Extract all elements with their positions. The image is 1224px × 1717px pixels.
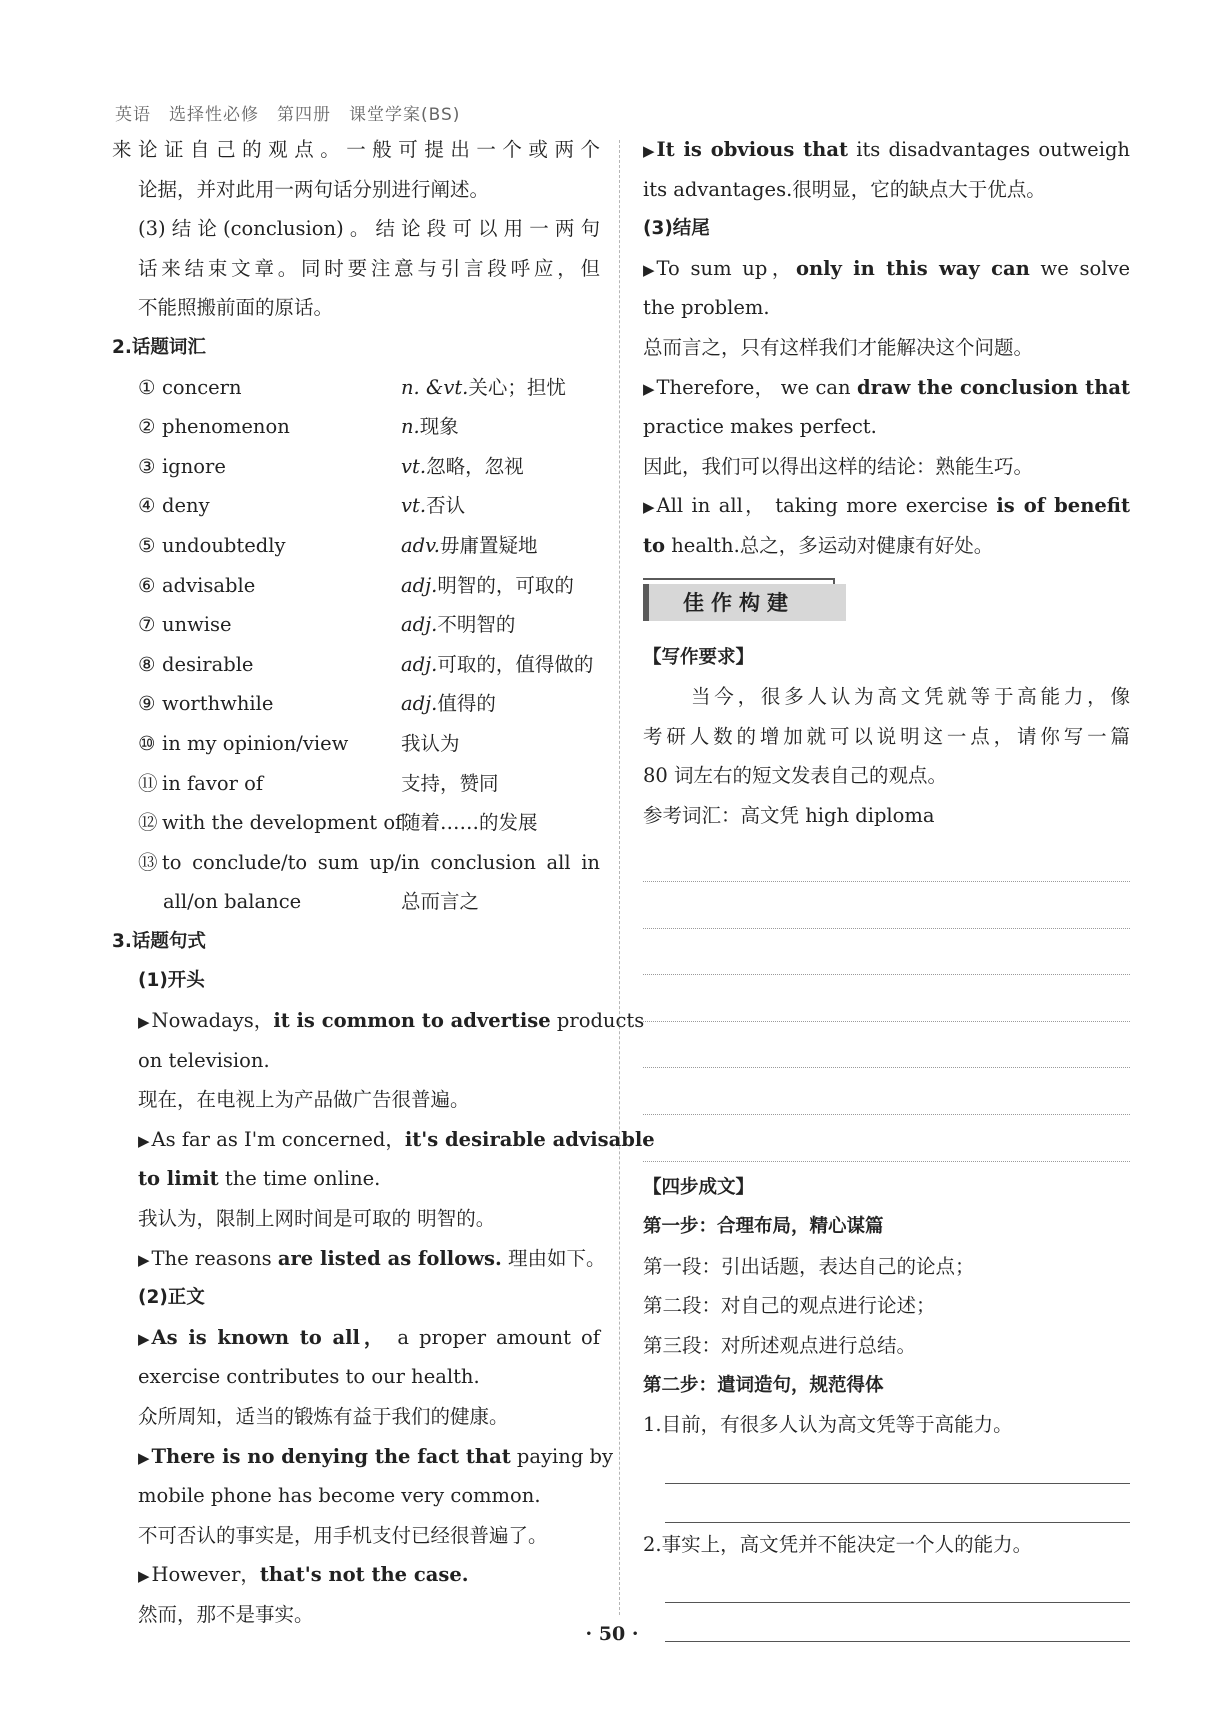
- sentence-translation: 因此，我们可以得出这样的结论：熟能生巧。: [643, 454, 1034, 478]
- vocab-word: phenomenon: [162, 415, 290, 439]
- vocab-number: ⑪: [138, 771, 158, 795]
- writing-line[interactable]: [643, 1115, 1130, 1162]
- sentence-text: To sum up，: [656, 256, 796, 280]
- vocab-pos: vt.: [401, 454, 427, 478]
- vocab-pos: adj.: [401, 573, 438, 597]
- vocab-word: undoubtedly: [162, 533, 286, 557]
- sentence-keyphrase: As is known to all，: [151, 1325, 388, 1349]
- vocab-item: [112, 724, 600, 764]
- sentence-translation: 不可否认的事实是，用手机支付已经很普遍了。: [138, 1523, 548, 1547]
- vocab-meaning: 毋庸置疑地: [440, 533, 538, 557]
- sentence-text: As far as I'm concerned，: [151, 1127, 405, 1151]
- sentence-keyphrase: are listed as follows.: [277, 1246, 502, 1270]
- answer-line[interactable]: [665, 1484, 1130, 1523]
- sentence-line: exercise contributes to our health.: [138, 1365, 480, 1389]
- triangle-bullet-icon: ▶: [643, 498, 655, 517]
- triangle-bullet-icon: ▶: [138, 1329, 150, 1348]
- question-2: 2.事实上，高文凭并不能决定一个人的能力。: [643, 1532, 1033, 1556]
- paragraph-plan: 第二段：对自己的观点进行论述；: [643, 1294, 936, 1318]
- conclusion-line: 话来结束文章。同时要注意与引言段呼应，但: [138, 256, 600, 280]
- vocab-item: [112, 407, 600, 447]
- vocab-number: ⑦: [138, 613, 156, 637]
- sentence-line: its advantages.很明显，它的缺点大于优点。: [643, 177, 1046, 201]
- sentence-item: [643, 130, 1130, 170]
- vocab-pos: adv.: [401, 533, 441, 557]
- sentence-translation: 我认为，限制上网时间是可取的 明智的。: [138, 1207, 496, 1231]
- vocab-meaning: 我认为: [401, 731, 460, 755]
- writing-line[interactable]: [643, 975, 1130, 1022]
- triangle-bullet-icon: ▶: [643, 142, 655, 160]
- vocab-number: ①: [138, 375, 156, 399]
- vocab-word: all/on balance: [163, 890, 302, 914]
- vocab-pos: adj.: [401, 652, 438, 676]
- vocab-meaning: 随着……的发展: [401, 811, 538, 835]
- vocab-meaning: 总而言之: [401, 890, 480, 914]
- sentence-line: the problem.: [643, 296, 770, 320]
- sentence-heading: 3.话题句式: [112, 930, 206, 952]
- sentence-text: The reasons: [151, 1246, 278, 1270]
- vocab-item: [112, 605, 600, 645]
- vocab-list: [112, 368, 600, 843]
- conclusion-line: 不能照搬前面的原话。: [138, 296, 334, 320]
- vocab-meaning: 值得的: [437, 692, 496, 716]
- vocab-word: worthwhile: [162, 692, 274, 716]
- reference-vocab: 参考词汇：高文凭 high diploma: [643, 803, 935, 827]
- vocab-item: [112, 486, 600, 526]
- step1-heading: 第一步：合理布局，精心谋篇: [643, 1216, 884, 1238]
- running-header: 英语 选择性必修 第四册 课堂学案(BS): [115, 105, 461, 125]
- steps-heading: 【四步成文】: [643, 1176, 755, 1198]
- vocab-word: in favor of: [162, 771, 264, 795]
- vocab-heading: 2.话题词汇: [112, 336, 206, 358]
- vocab-item: [112, 447, 600, 487]
- banner-title: 佳作构建: [683, 590, 795, 615]
- sentence-text: products: [550, 1009, 645, 1033]
- paragraph-plan: 第三段：对所述观点进行总结。: [643, 1334, 917, 1358]
- vocab-word: advisable: [162, 573, 256, 597]
- sentence-line: on television.: [138, 1048, 270, 1072]
- answer-line[interactable]: [665, 1445, 1130, 1484]
- vocab-word: in my opinion/view: [162, 731, 349, 755]
- sentence-keyphrase: It is obvious that: [656, 138, 848, 161]
- vocab-meaning: 支持，赞同: [401, 771, 499, 795]
- vocab-item: [112, 526, 600, 566]
- sentence-line: practice makes perfect.: [643, 415, 877, 439]
- sentence-keyphrase: it's desirable advisable: [404, 1127, 655, 1151]
- vocab-meaning: 可取的，值得做的: [437, 652, 594, 676]
- sentence-text: 理由如下。: [501, 1246, 606, 1270]
- sentence-item: [112, 1318, 600, 1358]
- vocab-number: ②: [138, 415, 156, 439]
- sentence-line: mobile phone has become very common.: [138, 1484, 541, 1508]
- requirement-line: 当今，很多人认为高文凭就等于高能力，像: [691, 685, 1130, 709]
- vocab-meaning: 不明智的: [437, 613, 516, 637]
- sentence-keyphrase: that's not the case.: [259, 1563, 469, 1587]
- requirement-heading: 【写作要求】: [643, 646, 755, 668]
- sentence-text: However，: [151, 1563, 260, 1587]
- sentence-item: [643, 486, 1130, 526]
- vocab-pos: adj.: [401, 613, 438, 637]
- vocab-item: [112, 566, 600, 606]
- writing-line[interactable]: [643, 929, 1130, 976]
- vocab-word: deny: [162, 494, 210, 518]
- right-column: [643, 130, 1130, 1642]
- vocab-number: ⑨: [138, 692, 156, 716]
- sentence-item: [643, 368, 1130, 408]
- sentence-text: the time online.: [218, 1167, 381, 1191]
- vocab-word: concern: [162, 375, 242, 399]
- sentence-item: [643, 249, 1130, 289]
- vocab-pos: vt.: [401, 494, 427, 518]
- triangle-bullet-icon: ▶: [138, 1013, 150, 1032]
- vocab-word: desirable: [162, 652, 254, 676]
- sentence-line: [112, 1159, 600, 1199]
- ending-heading: (3)结尾: [643, 218, 710, 240]
- sentence-text: Therefore， we can: [656, 375, 858, 399]
- sentence-keyphrase: There is no denying the fact that: [151, 1444, 511, 1468]
- sentence-keyphrase: only in this way can: [795, 256, 1030, 280]
- vocab-item: [112, 882, 600, 922]
- vocab-number: ④: [138, 494, 156, 518]
- vocab-item: [112, 645, 600, 685]
- sentence-keyphrase: to limit: [138, 1167, 219, 1191]
- triangle-bullet-icon: ▶: [643, 379, 655, 398]
- vocab-pos: n.: [401, 415, 420, 439]
- sentence-line: [643, 526, 1130, 566]
- sentence-item: [112, 1001, 645, 1041]
- question-1: 1.目前，有很多人认为高文凭等于高能力。: [643, 1413, 1013, 1437]
- vocab-meaning: 现象: [419, 415, 459, 439]
- answer-line[interactable]: [665, 1564, 1130, 1603]
- writing-line[interactable]: [643, 882, 1130, 929]
- sentence-text: its disadvantages outweigh: [847, 138, 1130, 161]
- sentence-text: a proper amount of: [387, 1325, 600, 1349]
- sentence-translation: 总而言之，只有这样我们才能解决这个问题。: [643, 335, 1034, 359]
- vocab-number: ⑥: [138, 573, 156, 597]
- intro-line: 来论证自己的观点。一般可提出一个或两个: [112, 138, 600, 161]
- requirement-line: 80 词左右的短文发表自己的观点。: [643, 764, 948, 788]
- vocab-number: ⑫: [138, 811, 158, 835]
- sentence-translation: 众所周知，适当的锻炼有益于我们的健康。: [138, 1405, 509, 1428]
- sentence-item: [112, 1120, 655, 1160]
- triangle-bullet-icon: ▶: [138, 1567, 150, 1586]
- sentence-text: paying by: [510, 1444, 614, 1468]
- paragraph-plan: 第一段：引出话题，表达自己的论点；: [643, 1254, 975, 1278]
- vocab-word: ignore: [162, 454, 226, 478]
- section-banner: [643, 584, 1130, 624]
- vocab-number: ⑤: [138, 533, 156, 557]
- sentence-text: All in all， taking more exercise: [656, 494, 997, 518]
- vocab-number: ③: [138, 454, 156, 478]
- sentence-item: [112, 1239, 606, 1279]
- page-number: · 50 ·: [585, 1623, 639, 1645]
- vocab-item: [112, 803, 600, 843]
- sentence-item: [112, 1437, 614, 1477]
- vocab-pos: n. &vt.: [401, 375, 469, 399]
- intro-line: 论据，并对此用一两句话分别进行阐述。: [138, 177, 490, 201]
- writing-line[interactable]: [643, 1022, 1130, 1069]
- requirement-line: 考研人数的增加就可以说明这一点，请你写一篇: [643, 724, 1130, 748]
- vocab-item: ⑬to conclude/to sum up/in conclusion all in: [138, 850, 600, 874]
- vocab-number: ⑧: [138, 652, 156, 676]
- step2-heading: 第二步：遣词造句，规范得体: [643, 1374, 884, 1396]
- sentence-text: Nowadays，: [151, 1009, 274, 1033]
- triangle-bullet-icon: ▶: [138, 1131, 150, 1150]
- sentence-keyphrase: it is common to advertise: [273, 1009, 551, 1033]
- vocab-meaning: 否认: [426, 494, 466, 518]
- triangle-bullet-icon: ▶: [643, 260, 655, 279]
- sentence-translation: 现在，在电视上为产品做广告很普遍。: [138, 1088, 470, 1112]
- vocab-item: [112, 764, 600, 804]
- writing-line[interactable]: [643, 836, 1130, 883]
- writing-line[interactable]: [643, 1068, 1130, 1115]
- vocab-word: unwise: [162, 613, 232, 637]
- triangle-bullet-icon: ▶: [138, 1448, 150, 1467]
- sentence-text: health.总之，多运动对健康有好处。: [665, 533, 994, 557]
- vocab-item: [112, 684, 600, 724]
- vocab-meaning: 明智的，可取的: [437, 573, 574, 597]
- vocab-meaning: 忽略，忽视: [426, 454, 524, 478]
- column-divider: [619, 140, 620, 1615]
- sentence-keyphrase: draw the conclusion that: [857, 375, 1131, 399]
- triangle-bullet-icon: ▶: [138, 1250, 150, 1269]
- vocab-meaning: 关心；担忧: [468, 375, 566, 399]
- vocab-number: ⑩: [138, 731, 156, 755]
- sentence-keyphrase: to: [643, 533, 666, 557]
- vocab-pos: adj.: [401, 692, 438, 716]
- sentence-keyphrase: is of benefit: [996, 494, 1130, 518]
- vocab-word: with the development of: [162, 811, 403, 835]
- vocab-item: [112, 368, 600, 408]
- sentence-translation: 然而，那不是事实。: [138, 1602, 314, 1626]
- sentence-item: [112, 1555, 600, 1595]
- conclusion-line: (3)结论(conclusion)。结论段可以用一两句: [138, 217, 600, 241]
- opening-heading: (1)开头: [138, 970, 205, 992]
- sentence-text: we solve: [1029, 256, 1131, 280]
- body-heading: (2)正文: [138, 1287, 205, 1309]
- writing-area[interactable]: [643, 836, 1130, 1162]
